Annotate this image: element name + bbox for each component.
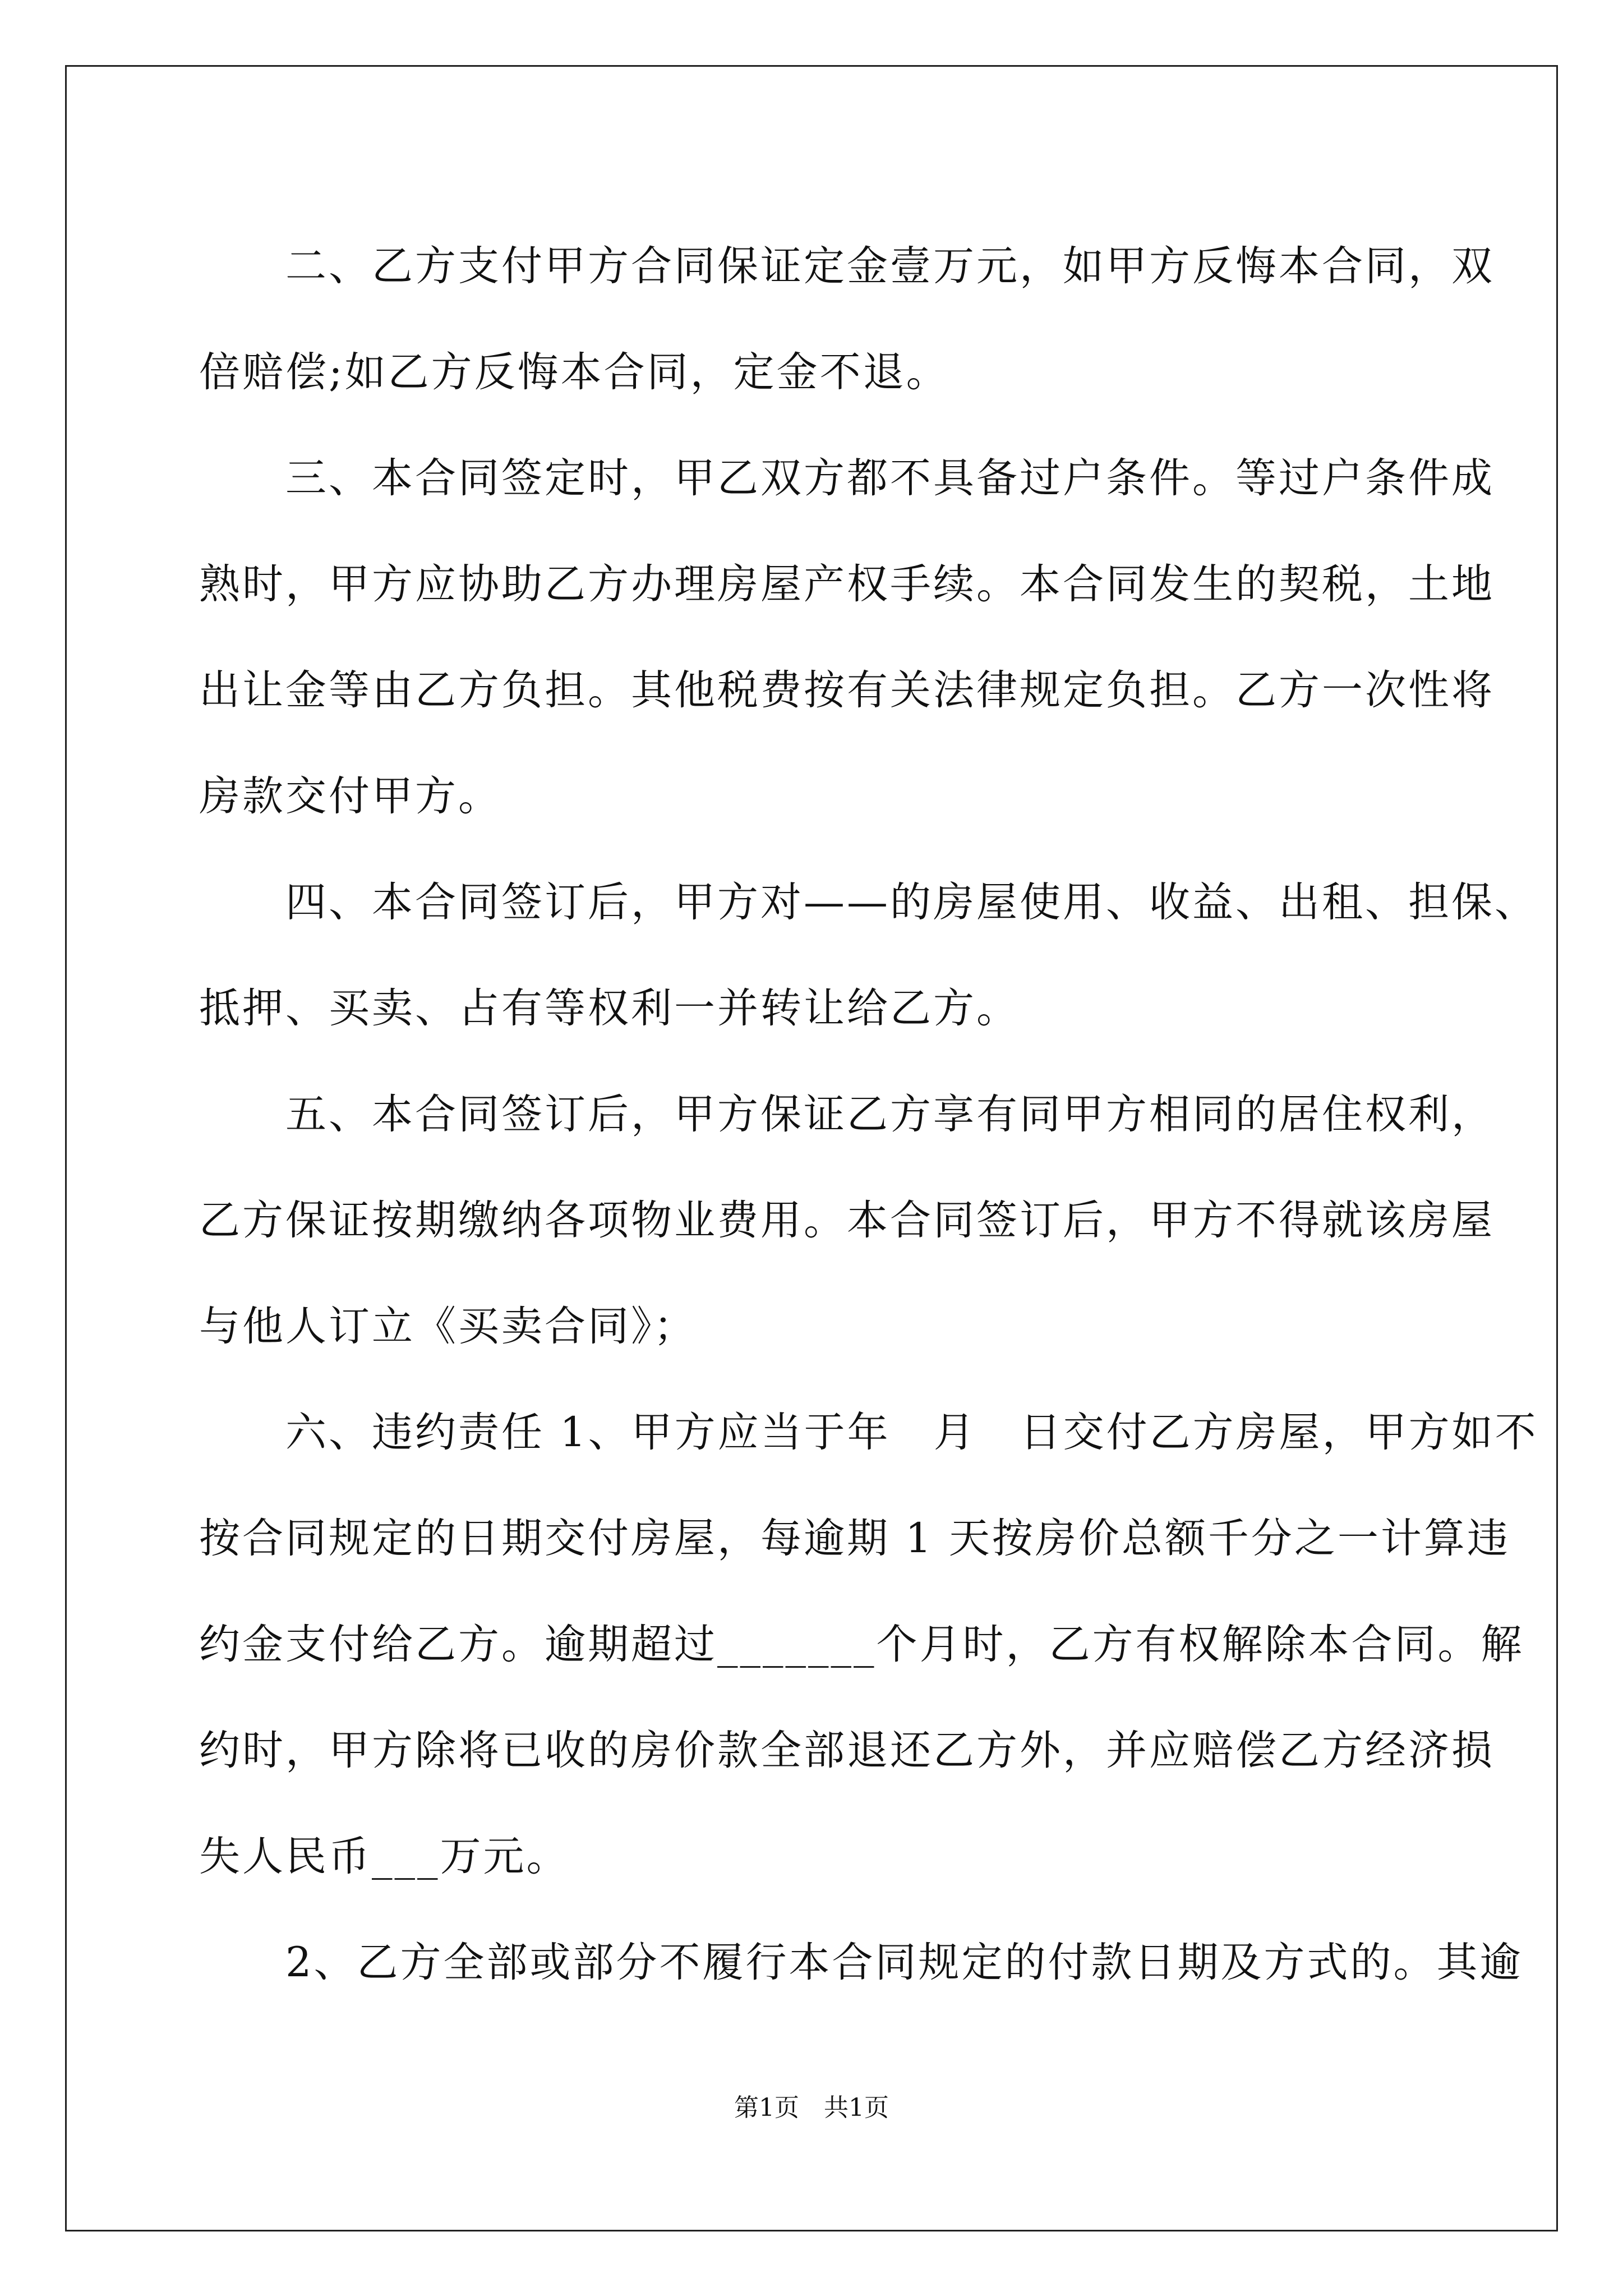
page-footer <box>0 2091 1623 2125</box>
document-body <box>199 213 1538 2016</box>
page-number: 第1页 共1页 <box>734 2093 889 2122</box>
text-line: 六、违约责任 1、甲方应当于年 月 日交付乙方房屋，甲方如不 <box>199 1409 1538 1456</box>
text-line: 二、乙方支付甲方合同保证定金壹万元，如甲方反悔本合同，双 <box>199 242 1495 290</box>
text-line: 按合同规定的日期交付房屋，每逾期 1 天按房价总额千分之一计算违 <box>199 1515 1510 1562</box>
text-line: 熟时，甲方应协助乙方办理房屋产权手续。本合同发生的契税，土地 <box>199 560 1495 608</box>
text-line: 与他人订立《买卖合同》； <box>199 1303 697 1350</box>
text-line: 出让金等由乙方负担。其他税费按有关法律规定负担。乙方一次性将 <box>199 666 1495 714</box>
text-line: 约金支付给乙方。逾期超过_______个月时，乙方有权解除本合同。解 <box>199 1621 1524 1668</box>
text-line: 五、本合同签订后，甲方保证乙方享有同甲方相同的居住权利， <box>199 1091 1495 1138</box>
text-line: 三、本合同签定时，甲乙双方都不具备过户条件。等过户条件成 <box>199 454 1495 502</box>
text-line: 房款交付甲方。 <box>199 772 501 820</box>
text-line: 约时，甲方除将已收的房价款全部退还乙方外，并应赔偿乙方经济损 <box>199 1727 1495 1774</box>
text-line: 四、本合同签订后，甲方对——的房屋使用、收益、出租、担保、 <box>199 878 1538 926</box>
text-line: 抵押、买卖、占有等权利一并转让给乙方。 <box>199 984 1020 1032</box>
text-line: 2、乙方全部或部分不履行本合同规定的付款日期及方式的。其逾 <box>199 1939 1523 1986</box>
text-line: 失人民币___万元。 <box>199 1833 570 1880</box>
text-line: 倍赔偿;如乙方反悔本合同，定金不退。 <box>199 348 949 396</box>
text-line: 乙方保证按期缴纳各项物业费用。本合同签订后，甲方不得就该房屋 <box>199 1197 1495 1244</box>
